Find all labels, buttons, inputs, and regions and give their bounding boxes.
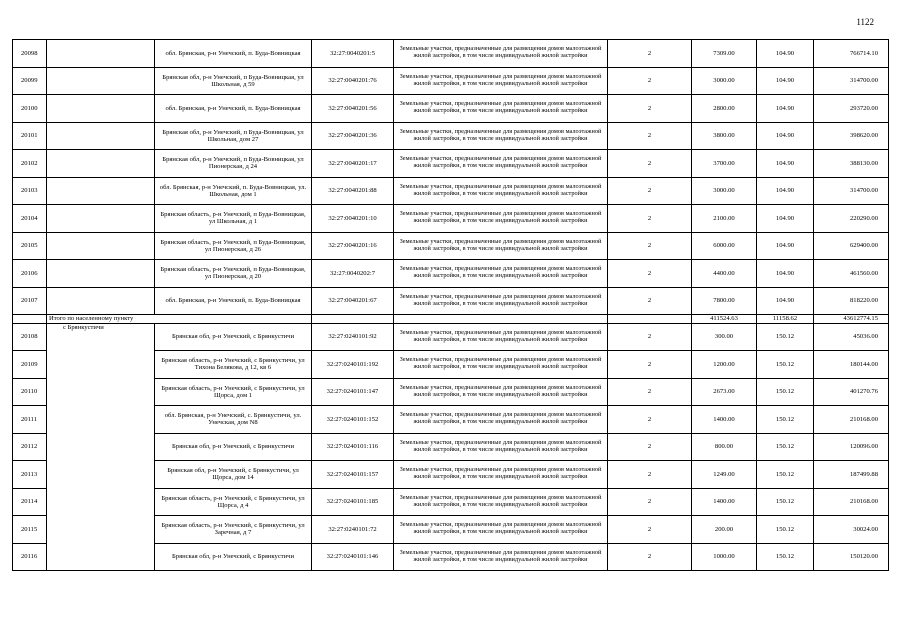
- settlement-cell: [47, 260, 155, 288]
- plot-area: 3000.00: [692, 177, 757, 205]
- subtotal-rate: 11158.62: [757, 315, 814, 324]
- category-code: 2: [608, 543, 692, 571]
- table-row: [13, 177, 889, 205]
- cadastral-value: 45036.00: [814, 323, 889, 351]
- row-number: 20116: [13, 543, 47, 571]
- row-number: 20108: [13, 323, 47, 351]
- cadastral-rate: 150.12: [757, 406, 814, 434]
- row-number: 20109: [13, 351, 47, 379]
- plot-address: обл. Брянская, р-н Унечский, п. Буда-Вовницкая: [155, 287, 312, 315]
- table-row: [13, 323, 889, 351]
- category-code: 2: [608, 150, 692, 178]
- cadastral-rate: 150.12: [757, 351, 814, 379]
- cadastral-value: 180144.00: [814, 351, 889, 379]
- settlement-cell: [47, 150, 155, 178]
- plot-area: 1200.00: [692, 351, 757, 379]
- table-row: [13, 287, 889, 315]
- plot-area: 2800.00: [692, 95, 757, 123]
- category-code: 2: [608, 406, 692, 434]
- subtotal-value: 43612774.15: [814, 315, 889, 324]
- cadastral-rate: 104.90: [757, 122, 814, 150]
- plot-address: обл. Брянская, р-н Унечский, с. Брянкустичи, ул. Унечская, дом N8: [155, 406, 312, 434]
- cadastral-rate: 104.90: [757, 177, 814, 205]
- row-number: 20100: [13, 95, 47, 123]
- settlement-name: с Брянкустичи: [47, 323, 155, 571]
- cadastral-number: 32:27:0240101:72: [312, 516, 394, 544]
- cadastral-value: 120096.00: [814, 433, 889, 461]
- land-use: Земельные участки, предназначенные для размещения домов малоэтажной жилой застройки, в том числе индивидуальной жилой застройки: [394, 461, 608, 489]
- category-code: 2: [608, 177, 692, 205]
- plot-address: Брянская область, р-н Унечский, п Буда-Вовницкая, ул Пионерская, д 20: [155, 260, 312, 288]
- plot-address: Брянская обл, р-н Унечский, с Брянкустичи, ул Щорса, дом 14: [155, 461, 312, 489]
- row-number: 20102: [13, 150, 47, 178]
- category-code: 2: [608, 516, 692, 544]
- table-row: [13, 232, 889, 260]
- cadastral-rate: 150.12: [757, 543, 814, 571]
- table-row: [13, 40, 889, 68]
- category-code: 2: [608, 40, 692, 68]
- cadastral-number: 32:27:0240101:192: [312, 351, 394, 379]
- cadastral-rate: 104.90: [757, 40, 814, 68]
- cadastral-value: 314700.00: [814, 67, 889, 95]
- row-number: 20115: [13, 516, 47, 544]
- subtotal-label: Итого по населенному пункту: [47, 315, 312, 324]
- settlement-cell: [47, 67, 155, 95]
- category-code: 2: [608, 351, 692, 379]
- subtotal-cat-cell: [608, 315, 692, 324]
- settlement-cell: [47, 205, 155, 233]
- row-number: 20112: [13, 433, 47, 461]
- cadastral-number: 32:27:0040201:16: [312, 232, 394, 260]
- cadastral-value: 220290.00: [814, 205, 889, 233]
- row-number: 20113: [13, 461, 47, 489]
- plot-area: 1400.00: [692, 406, 757, 434]
- cadastral-value: 398620.00: [814, 122, 889, 150]
- row-number: 20098: [13, 40, 47, 68]
- plot-address: Брянская обл, р-н Унечский, с Брянкустичи: [155, 323, 312, 351]
- plot-area: 1249.00: [692, 461, 757, 489]
- cadastral-number: 32:27:0040201:36: [312, 122, 394, 150]
- plot-area: 3800.00: [692, 122, 757, 150]
- cadastral-number: 32:27:0040202:7: [312, 260, 394, 288]
- land-use: Земельные участки, предназначенные для размещения домов малоэтажной жилой застройки, в том числе индивидуальной жилой застройки: [394, 260, 608, 288]
- cadastral-number: 32:27:0040201:17: [312, 150, 394, 178]
- cadastral-value: 187499.88: [814, 461, 889, 489]
- category-code: 2: [608, 323, 692, 351]
- cadastral-rate: 104.90: [757, 232, 814, 260]
- cadastral-rate: 150.12: [757, 516, 814, 544]
- cadastral-rate: 104.90: [757, 67, 814, 95]
- cadastral-value: 401270.76: [814, 378, 889, 406]
- cadastral-rate: 150.12: [757, 323, 814, 351]
- plot-area: 4400.00: [692, 260, 757, 288]
- land-use: Земельные участки, предназначенные для размещения домов малоэтажной жилой застройки, в том числе индивидуальной жилой застройки: [394, 323, 608, 351]
- cadastral-number: 32:27:0240101:147: [312, 378, 394, 406]
- plot-address: Брянская обл, р-н Унечский, п Буда-Вовницкая, ул Пионерская, д 24: [155, 150, 312, 178]
- plot-area: 2100.00: [692, 205, 757, 233]
- plot-address: обл. Брянская, р-н Унечский, п. Буда-Вовницкая: [155, 95, 312, 123]
- table-section-a: [13, 40, 889, 315]
- plot-address: Брянская область, р-н Унечский, п Буда-Вовницкая, ул Школьная, д 1: [155, 205, 312, 233]
- cadastral-number: 32:27:0240101:152: [312, 406, 394, 434]
- land-use: Земельные участки, предназначенные для размещения домов малоэтажной жилой застройки, в том числе индивидуальной жилой застройки: [394, 122, 608, 150]
- row-number: 20099: [13, 67, 47, 95]
- settlement-cell: [47, 95, 155, 123]
- table-row: [13, 205, 889, 233]
- subtotal-section: [13, 315, 889, 324]
- land-use: Земельные участки, предназначенные для размещения домов малоэтажной жилой застройки, в том числе индивидуальной жилой застройки: [394, 406, 608, 434]
- land-use: Земельные участки, предназначенные для размещения домов малоэтажной жилой застройки, в том числе индивидуальной жилой застройки: [394, 516, 608, 544]
- subtotal-area: 411524.63: [692, 315, 757, 324]
- cadastral-rate: 150.12: [757, 378, 814, 406]
- category-code: 2: [608, 95, 692, 123]
- cadastral-rate: 150.12: [757, 488, 814, 516]
- category-code: 2: [608, 378, 692, 406]
- cadastral-value: 293720.00: [814, 95, 889, 123]
- cadastral-rate: 104.90: [757, 150, 814, 178]
- cadastral-value: 461560.00: [814, 260, 889, 288]
- plot-area: 800.00: [692, 433, 757, 461]
- plot-address: Брянская область, р-н Унечский, с Брянкустичи, ул Щорса, дом 1: [155, 378, 312, 406]
- cadastral-rate: 104.90: [757, 260, 814, 288]
- category-code: 2: [608, 287, 692, 315]
- category-code: 2: [608, 260, 692, 288]
- category-code: 2: [608, 488, 692, 516]
- plot-area: 6000.00: [692, 232, 757, 260]
- category-code: 2: [608, 232, 692, 260]
- plot-address: Брянская обл, р-н Унечский, п Буда-Вовницкая, ул Школьная, д 59: [155, 67, 312, 95]
- cadastral-number: 32:27:0040201:10: [312, 205, 394, 233]
- cadastral-number: 32:27:0240101:92: [312, 323, 394, 351]
- land-use: Земельные участки, предназначенные для размещения домов малоэтажной жилой застройки, в том числе индивидуальной жилой застройки: [394, 543, 608, 571]
- land-use: Земельные участки, предназначенные для размещения домов малоэтажной жилой застройки, в том числе индивидуальной жилой застройки: [394, 67, 608, 95]
- plot-address: Брянская обл, р-н Унечский, с Брянкустичи: [155, 433, 312, 461]
- cadastral-value: 629400.00: [814, 232, 889, 260]
- plot-area: 7309.00: [692, 40, 757, 68]
- cadastral-value: 314700.00: [814, 177, 889, 205]
- cadastral-number: 32:27:0040201:88: [312, 177, 394, 205]
- cadastral-number: 32:27:0240101:157: [312, 461, 394, 489]
- plot-area: 3700.00: [692, 150, 757, 178]
- land-use: Земельные участки, предназначенные для размещения домов малоэтажной жилой застройки, в том числе индивидуальной жилой застройки: [394, 488, 608, 516]
- page-number: 1122: [856, 17, 874, 27]
- cadastral-rate: 104.90: [757, 95, 814, 123]
- row-number: 20105: [13, 232, 47, 260]
- cadastral-number: 32:27:0240101:116: [312, 433, 394, 461]
- land-use: Земельные участки, предназначенные для размещения домов малоэтажной жилой застройки, в том числе индивидуальной жилой застройки: [394, 40, 608, 68]
- row-number: 20111: [13, 406, 47, 434]
- plot-area: 7800.00: [692, 287, 757, 315]
- cadastral-number: 32:27:0240101:146: [312, 543, 394, 571]
- land-use: Земельные участки, предназначенные для размещения домов малоэтажной жилой застройки, в том числе индивидуальной жилой застройки: [394, 95, 608, 123]
- settlement-cell: [47, 177, 155, 205]
- land-use: Земельные участки, предназначенные для размещения домов малоэтажной жилой застройки, в том числе индивидуальной жилой застройки: [394, 205, 608, 233]
- settlement-cell: [47, 232, 155, 260]
- cadastral-number: 32:27:0040201:67: [312, 287, 394, 315]
- cadastral-rate: 104.90: [757, 205, 814, 233]
- table-row: [13, 95, 889, 123]
- cadastral-value: 150120.00: [814, 543, 889, 571]
- subtotal-num-cell: [13, 315, 47, 324]
- row-number: 20114: [13, 488, 47, 516]
- plot-area: 1000.00: [692, 543, 757, 571]
- row-number: 20110: [13, 378, 47, 406]
- subtotal-use-cell: [394, 315, 608, 324]
- cadastral-value: 766714.10: [814, 40, 889, 68]
- cadastral-value: 818220.00: [814, 287, 889, 315]
- land-use: Земельные участки, предназначенные для размещения домов малоэтажной жилой застройки, в том числе индивидуальной жилой застройки: [394, 433, 608, 461]
- land-plots-table: [12, 39, 889, 571]
- cadastral-number: 32:27:0040201:5: [312, 40, 394, 68]
- cadastral-value: 210168.00: [814, 488, 889, 516]
- settlement-cell: [47, 287, 155, 315]
- table-section-b: [13, 323, 889, 571]
- plot-area: 200.00: [692, 516, 757, 544]
- plot-address: обл. Брянская, р-н Унечский, п. Буда-Вовницкая, ул. Школьная, дом 1: [155, 177, 312, 205]
- row-number: 20107: [13, 287, 47, 315]
- row-number: 20104: [13, 205, 47, 233]
- cadastral-value: 30024.00: [814, 516, 889, 544]
- category-code: 2: [608, 67, 692, 95]
- plot-address: Брянская область, р-н Унечский, с Брянкустичи, ул Щорса, д 4: [155, 488, 312, 516]
- cadastral-value: 388130.00: [814, 150, 889, 178]
- category-code: 2: [608, 122, 692, 150]
- land-use: Земельные участки, предназначенные для размещения домов малоэтажной жилой застройки, в том числе индивидуальной жилой застройки: [394, 287, 608, 315]
- cadastral-value: 210168.00: [814, 406, 889, 434]
- cadastral-number: 32:27:0040201:56: [312, 95, 394, 123]
- land-use: Земельные участки, предназначенные для размещения домов малоэтажной жилой застройки, в том числе индивидуальной жилой застройки: [394, 351, 608, 379]
- category-code: 2: [608, 433, 692, 461]
- plot-address: Брянская область, р-н Унечский, с Брянкустичи, ул Тихона Белякова, д 12, кв 6: [155, 351, 312, 379]
- table-row: [13, 122, 889, 150]
- row-number: 20106: [13, 260, 47, 288]
- subtotal-cadastral-cell: [312, 315, 394, 324]
- row-number: 20103: [13, 177, 47, 205]
- cadastral-number: 32:27:0040201:76: [312, 67, 394, 95]
- plot-area: 3000.00: [692, 67, 757, 95]
- plot-area: 1400.00: [692, 488, 757, 516]
- land-use: Земельные участки, предназначенные для размещения домов малоэтажной жилой застройки, в том числе индивидуальной жилой застройки: [394, 378, 608, 406]
- land-use: Земельные участки, предназначенные для размещения домов малоэтажной жилой застройки, в том числе индивидуальной жилой застройки: [394, 177, 608, 205]
- plot-address: обл. Брянская, р-н Унечский, п. Буда-Вовницкая: [155, 40, 312, 68]
- subtotal-row: [13, 315, 889, 324]
- plot-area: 2673.00: [692, 378, 757, 406]
- row-number: 20101: [13, 122, 47, 150]
- cadastral-rate: 150.12: [757, 433, 814, 461]
- plot-area: 300.00: [692, 323, 757, 351]
- land-use: Земельные участки, предназначенные для размещения домов малоэтажной жилой застройки, в том числе индивидуальной жилой застройки: [394, 150, 608, 178]
- plot-address: Брянская область, р-н Унечский, п Буда-Вовницкая, ул Пионерская, д 26: [155, 232, 312, 260]
- table-row: [13, 150, 889, 178]
- table-row: [13, 260, 889, 288]
- settlement-cell: [47, 122, 155, 150]
- settlement-cell: [47, 40, 155, 68]
- plot-address: Брянская обл, р-н Унечский, с Брянкустичи: [155, 543, 312, 571]
- category-code: 2: [608, 205, 692, 233]
- cadastral-rate: 150.12: [757, 461, 814, 489]
- land-use: Земельные участки, предназначенные для размещения домов малоэтажной жилой застройки, в том числе индивидуальной жилой застройки: [394, 232, 608, 260]
- plot-address: Брянская область, р-н Унечский, с Брянкустичи, ул Заречная, д 7: [155, 516, 312, 544]
- cadastral-rate: 104.90: [757, 287, 814, 315]
- table-row: [13, 67, 889, 95]
- plot-address: Брянская обл, р-н Унечский, п Буда-Вовницкая, ул Школьная, дом 27: [155, 122, 312, 150]
- category-code: 2: [608, 461, 692, 489]
- cadastral-number: 32:27:0240101:185: [312, 488, 394, 516]
